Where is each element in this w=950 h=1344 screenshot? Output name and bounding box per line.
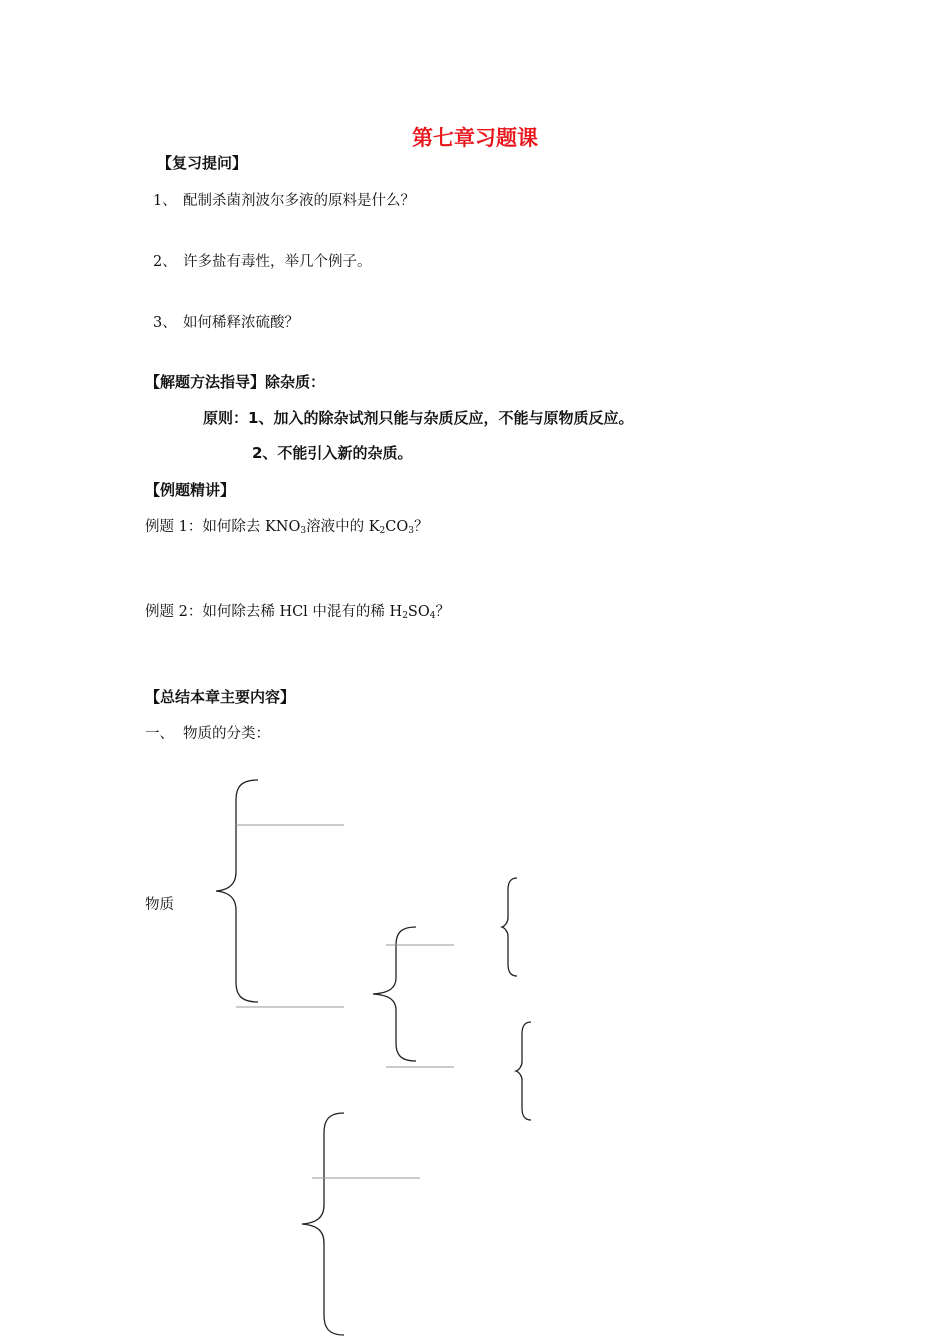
subscript: 3 (408, 526, 414, 536)
subscript: 2 (379, 526, 386, 536)
subscript: 4 (429, 611, 436, 621)
example-1-text: 溶液中的 K (306, 519, 380, 535)
example-1-text: 例题 1：如何除去 KNO (145, 519, 301, 535)
principle-text: 1、加入的除杂试剂只能与杂质反应，不能与原物质反应。 (248, 409, 634, 427)
question-number: 3、 (153, 315, 177, 331)
page-title: 第七章习题课 (412, 126, 538, 150)
subscript: 2 (402, 611, 408, 621)
brace-level-3b (516, 1022, 531, 1120)
question-text: 如何稀释浓硫酸？ (183, 315, 299, 331)
question-text: 许多盐有毒性，举几个例子。 (183, 254, 372, 270)
brace-level-3a (502, 878, 517, 976)
brace-level-2 (373, 927, 416, 1061)
example-1-text: ？ (414, 519, 429, 535)
example-2-text: ？ (435, 604, 450, 620)
summary-heading: 【总结本章主要内容】 (145, 688, 296, 706)
principle-2: 2、不能引入新的杂质。 (252, 444, 413, 462)
question-number: 1、 (153, 193, 177, 209)
brace-level-2-lower (302, 1113, 344, 1335)
item-text: 物质的分类： (183, 726, 270, 742)
example-1-text: CO (385, 519, 409, 535)
example-2-text: SO (407, 604, 430, 620)
item-number: 一、 (145, 726, 174, 742)
classification-root-label: 物质 (145, 897, 174, 913)
method-topic: 除杂质： (265, 373, 326, 391)
examples-heading: 【例题精讲】 (145, 481, 236, 499)
brace-level-1 (216, 780, 258, 1002)
method-heading-label: 【解题方法指导】 (145, 373, 266, 391)
review-heading: 【复习提问】 (157, 154, 248, 172)
example-2-text: 例题 2：如何除去稀 HCl 中混有的稀 H (145, 604, 403, 620)
question-text: 配制杀菌剂波尔多液的原料是什么？ (183, 193, 415, 209)
question-number: 2、 (153, 254, 177, 270)
principle-label: 原则： (203, 409, 249, 427)
subscript: 3 (300, 526, 307, 536)
